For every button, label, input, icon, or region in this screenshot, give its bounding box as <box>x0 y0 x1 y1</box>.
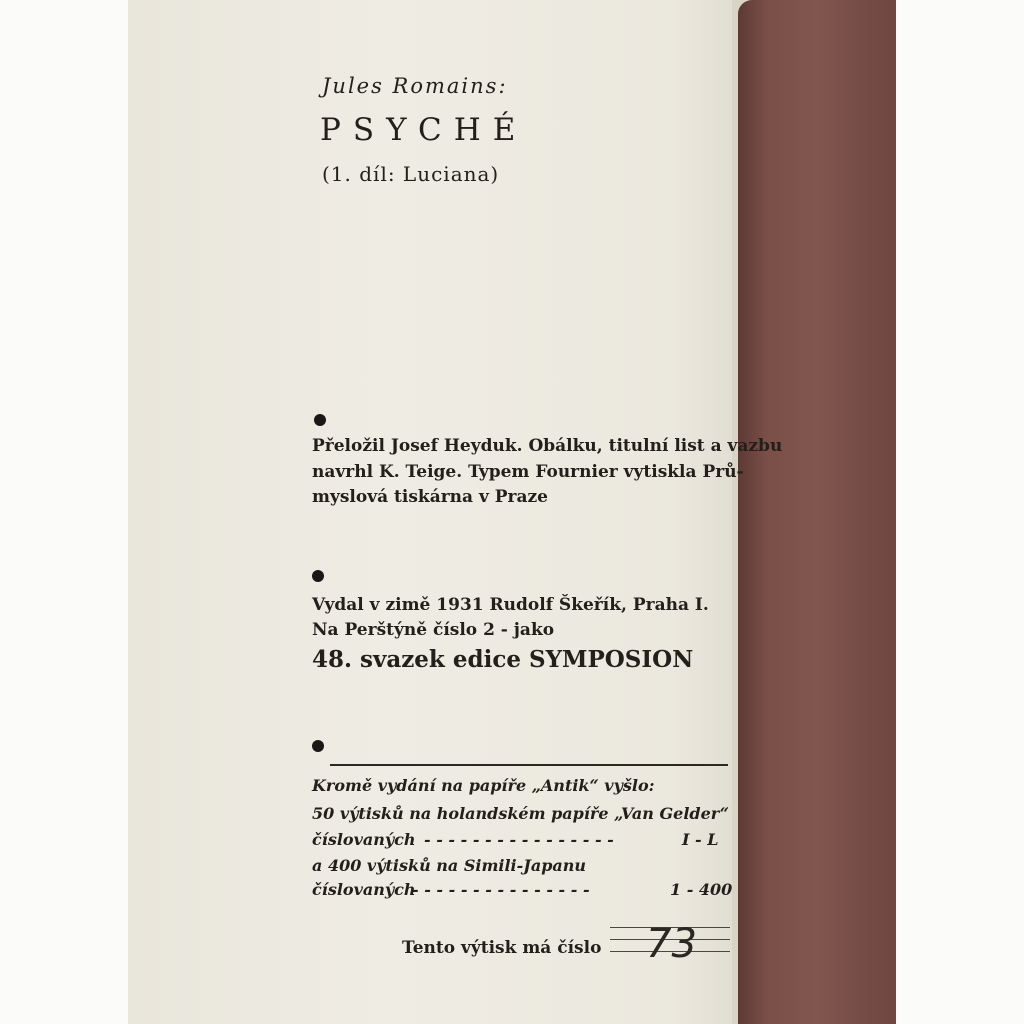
book-cover <box>738 0 896 1024</box>
edition-row-label: číslovaných <box>312 880 416 899</box>
credits-line: myslová tiskárna v Praze <box>312 487 548 507</box>
book-title: PSYCHÉ <box>320 112 528 148</box>
copy-number-value: 73 <box>646 921 697 967</box>
edition-line: a 400 výtisků na Simili-Japanu <box>312 856 587 875</box>
section-bullet-3 <box>312 740 324 752</box>
copy-number-label: Tento výtisk má číslo <box>402 938 602 958</box>
background-right <box>896 0 1024 1024</box>
edition-row-value: I - L <box>682 830 719 849</box>
author-name: Jules Romains: <box>322 74 508 98</box>
publisher-line: Na Perštýně číslo 2 - jako <box>312 620 555 640</box>
series-name: 48. svazek edice SYMPOSION <box>312 646 694 673</box>
background-left <box>0 0 128 1024</box>
edition-line: 50 výtisků na holandském papíře „Van Gelder“ <box>312 804 729 823</box>
credits-line: Přeložil Josef Heyduk. Obálku, titulní list a vazbu <box>312 436 783 456</box>
publisher-line: Vydal v zimě 1931 Rudolf Škeřík, Praha I. <box>312 595 709 615</box>
credits-line: navrhl K. Teige. Typem Fournier vytiskla Prů- <box>312 462 744 482</box>
copy-number-field <box>610 915 730 967</box>
section-bullet-1 <box>314 414 326 426</box>
divider-rule <box>330 764 728 766</box>
edition-row-dashes: - - - - - - - - - - - - - - - <box>412 880 590 899</box>
section-bullet-2 <box>312 570 324 582</box>
edition-row-dashes: - - - - - - - - - - - - - - - - <box>424 830 614 849</box>
book-subtitle: (1. díl: Luciana) <box>322 162 500 186</box>
edition-intro: Kromě vydání na papíře „Antik“ vyšlo: <box>312 776 655 795</box>
edition-row-label: číslovaných <box>312 830 416 849</box>
edition-row-value: 1 - 400 <box>670 880 733 899</box>
